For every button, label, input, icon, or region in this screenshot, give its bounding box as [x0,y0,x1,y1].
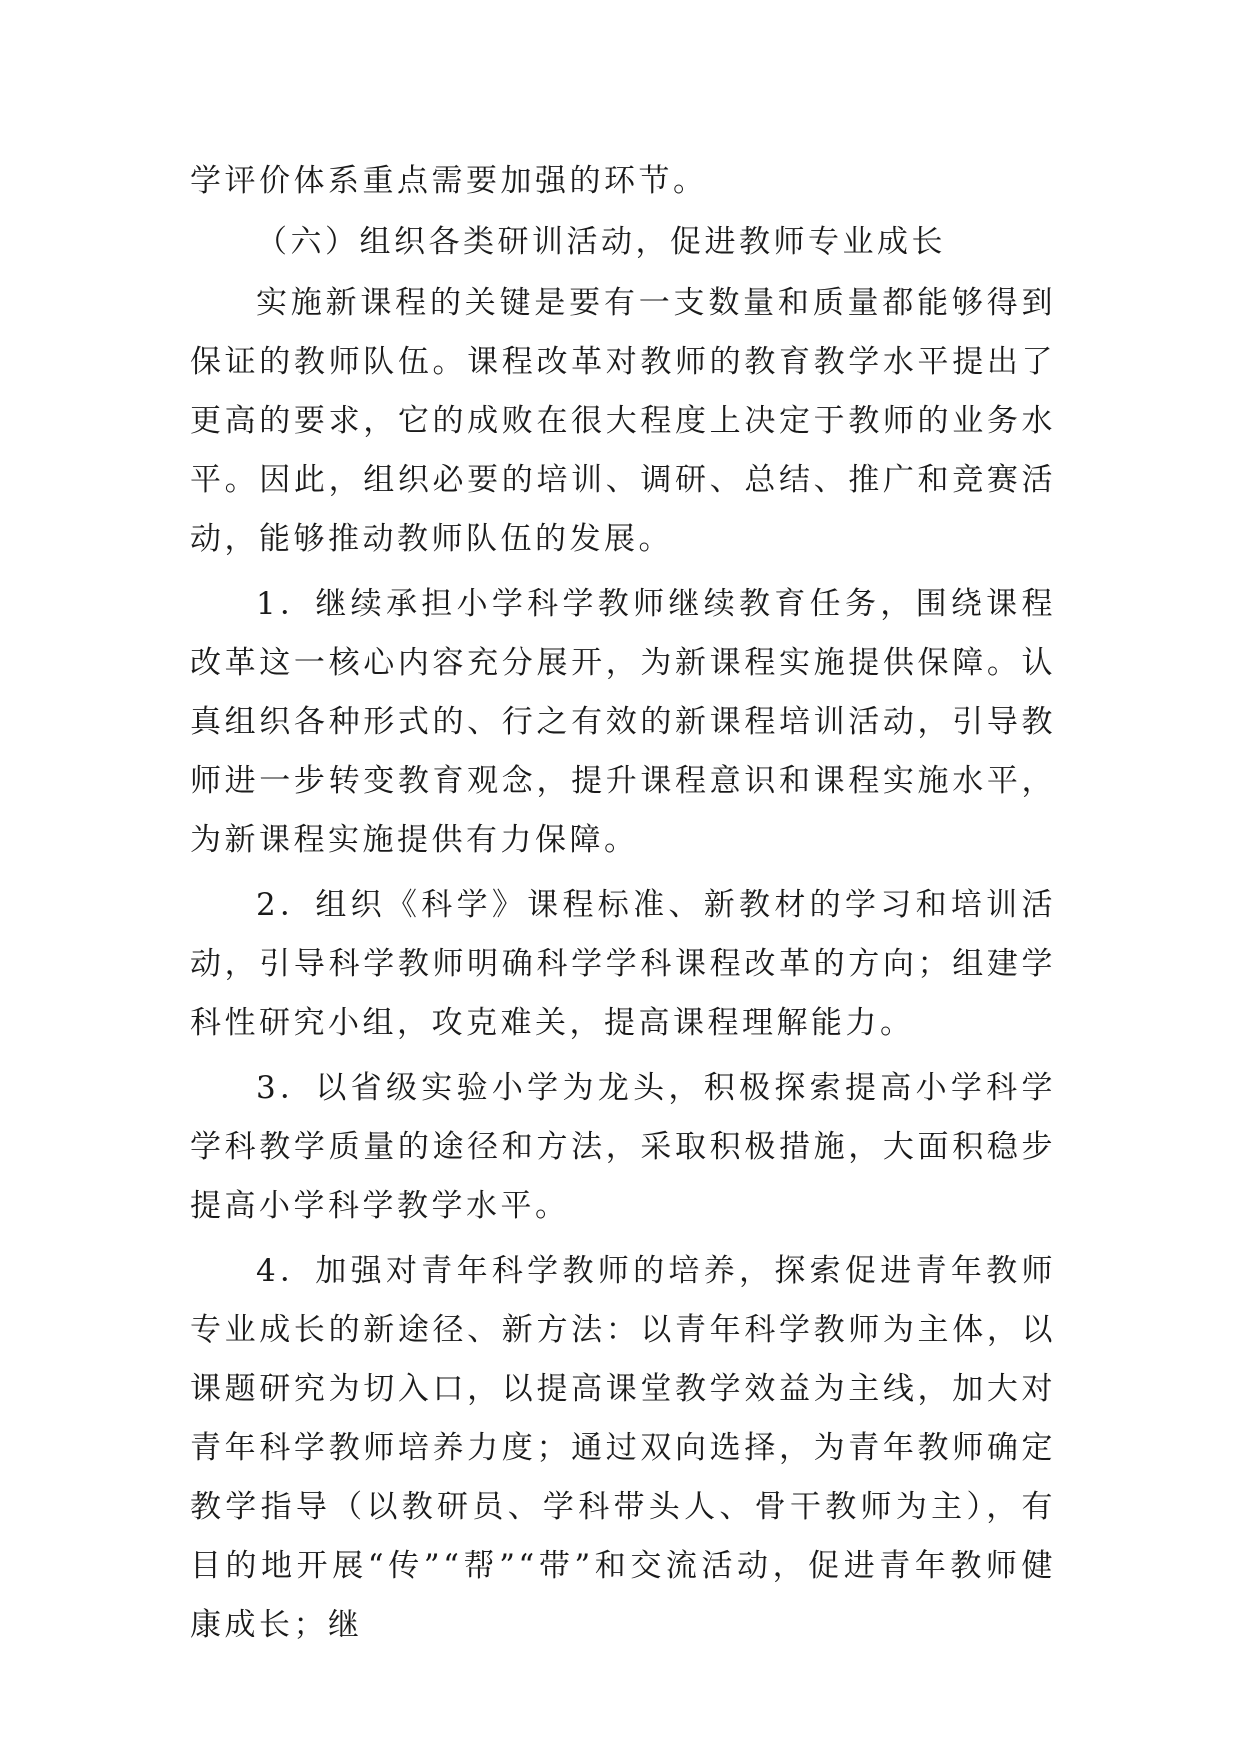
list-item-4: 4．加强对青年科学教师的培养，探索促进青年教师专业成长的新途径、新方法：以青年科学教师为主体，以课题研究为切入口，以提高课堂教学效益为主线，加大对青年科学教师培养力度；通过双向选择，为青年教师确定教学指导（以教研员、学科带头人、骨干教师为主），有目的地开展“传”“帮”“带”和交流活动，促进青年教师健康成长；继 [190,1253,1056,1643]
list-item-1: 1．继续承担小学科学教师继续教育任务，围绕课程改革这一核心内容充分展开，为新课程实施提供保障。认真组织各种形式的、行之有效的新课程培训活动，引导教师进一步转变教育观念，提升课程意识和课程实施水平，为新课程实施提供有力保障。 [190,586,1056,858]
paragraph-intro: 实施新课程的关键是要有一支数量和质量都能够得到保证的教师队伍。课程改革对教师的教育教学水平提出了更高的要求，它的成败在很大程度上决定于教师的业务水平。因此，组织必要的培训、调研、总结、推广和竞赛活动，能够推动教师队伍的发展。 [190,285,1056,557]
list-item-2: 2．组织《科学》课程标准、新教材的学习和培训活动，引导科学教师明确科学学科课程改革的方向；组建学科性研究小组，攻克难关，提高课程理解能力。 [190,887,1056,1041]
list-item-3: 3．以省级实验小学为龙头，积极探索提高小学科学学科教学质量的途径和方法，采取积极措施，大面积稳步提高小学科学教学水平。 [190,1070,1056,1224]
paragraph-continuation: 学评价体系重点需要加强的环节。 [190,163,708,199]
document-page [190,152,1056,1655]
section-heading: （六）组织各类研训活动，促进教师专业成长 [256,224,946,260]
